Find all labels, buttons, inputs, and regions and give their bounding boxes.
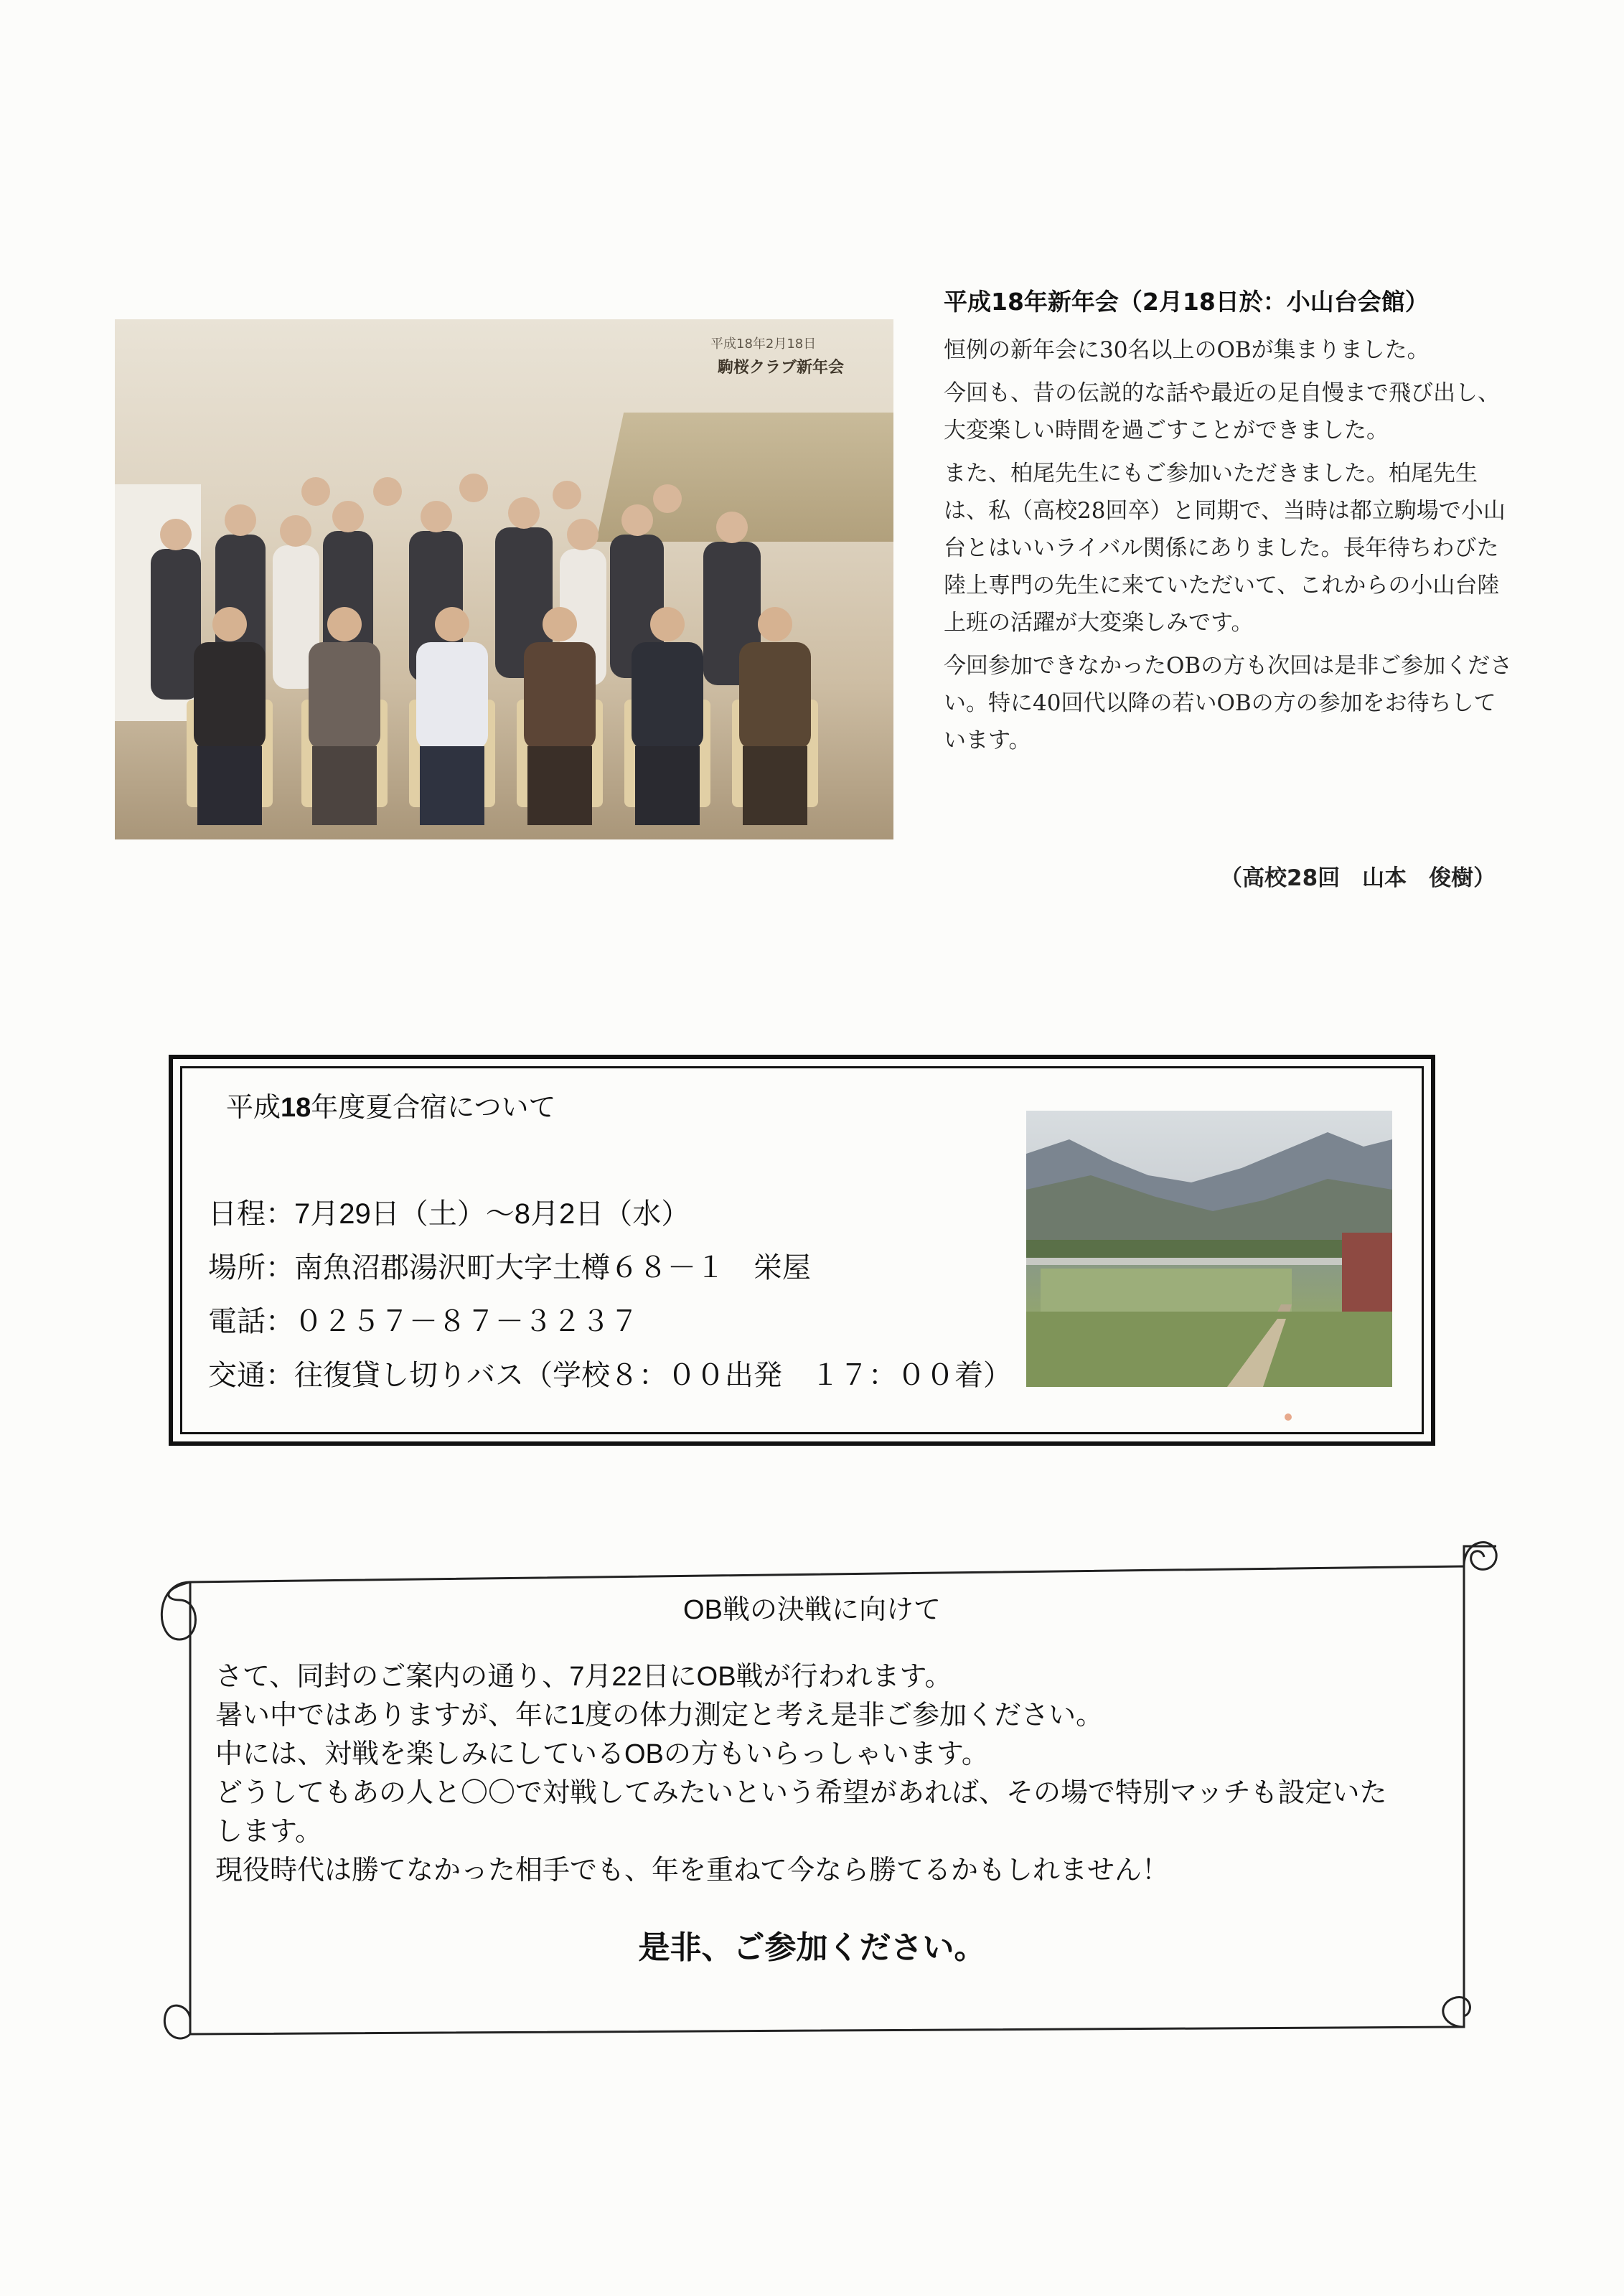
summer-camp-title: 平成18年度夏合宿について bbox=[226, 1093, 556, 1123]
new-year-signature: （高校28回 山本 俊樹） bbox=[1220, 865, 1496, 891]
camp-phone: 電話：０２５７－８７－３２３７ bbox=[208, 1306, 639, 1337]
ob-match-line: どうしてもあの人と〇〇で対戦してみたいという希望があれば、その場で特別マッチも設定いたします。 bbox=[215, 1778, 1387, 1847]
new-year-title: 平成18年新年会（2月18日於：小山台会館） bbox=[944, 288, 1429, 316]
ob-match-line: 現役時代は勝てなかった相手でも、年を重ねて今なら勝てるかもしれません！ bbox=[215, 1855, 1170, 1886]
new-year-paragraph: 今回も、昔の伝説的な話や最近の足自慢まで飛び出し、大変楽しい時間を過ごすことができました。 bbox=[944, 380, 1500, 443]
photo-caption-date: 平成18年2月18日 bbox=[710, 337, 817, 352]
camp-place: 場所：南魚沼郡湯沢町大字土樽６８－１ 栄屋 bbox=[208, 1252, 811, 1284]
ob-match-closing: 是非、ご参加ください。 bbox=[638, 1930, 986, 1965]
new-year-group-photo bbox=[115, 319, 893, 839]
ob-match-title: OB戦の決戦に向けて bbox=[683, 1595, 941, 1625]
ob-match-body bbox=[215, 1657, 1414, 1890]
crowd-illustration bbox=[136, 463, 854, 836]
new-year-paragraph: 今回参加できなかったOBの方も次回は是非ご参加ください。特に40回代以降の若いOBの方の参加をお待ちしています。 bbox=[944, 653, 1513, 753]
ob-match-line: さて、同封のご案内の通り、7月22日にOB戦が行われます。 bbox=[215, 1662, 952, 1692]
camp-landscape-photo bbox=[1026, 1111, 1392, 1387]
photo-caption-title: 駒桜クラブ新年会 bbox=[718, 359, 845, 377]
new-year-paragraph: 恒例の新年会に30名以上のOBが集まりました。 bbox=[944, 337, 1430, 363]
new-year-body bbox=[944, 331, 1518, 765]
new-year-paragraph: また、柏尾先生にもご参加いただきました。柏尾先生は、私（高校28回卒）と同期で、当時は都立駒場で小山台とはいいライバル関係にありました。長年待ちわびた陸上専門の先生に来ていただいて、これからの小山台陸上班の活躍が大変楽しみです。 bbox=[944, 461, 1506, 636]
camp-transport: 交通：往復貸し切りバス（学校８：００出発 １７：００着） bbox=[208, 1360, 1012, 1391]
camp-schedule: 日程：7月29日（土）～8月2日（水） bbox=[208, 1198, 690, 1230]
ob-match-line: 中には、対戦を楽しみにしているOBの方もいらっしゃいます。 bbox=[215, 1739, 989, 1769]
decorative-dot bbox=[1285, 1413, 1292, 1421]
ob-match-line: 暑い中ではありますが、年に1度の体力測定と考え是非ご参加ください。 bbox=[215, 1700, 1104, 1731]
